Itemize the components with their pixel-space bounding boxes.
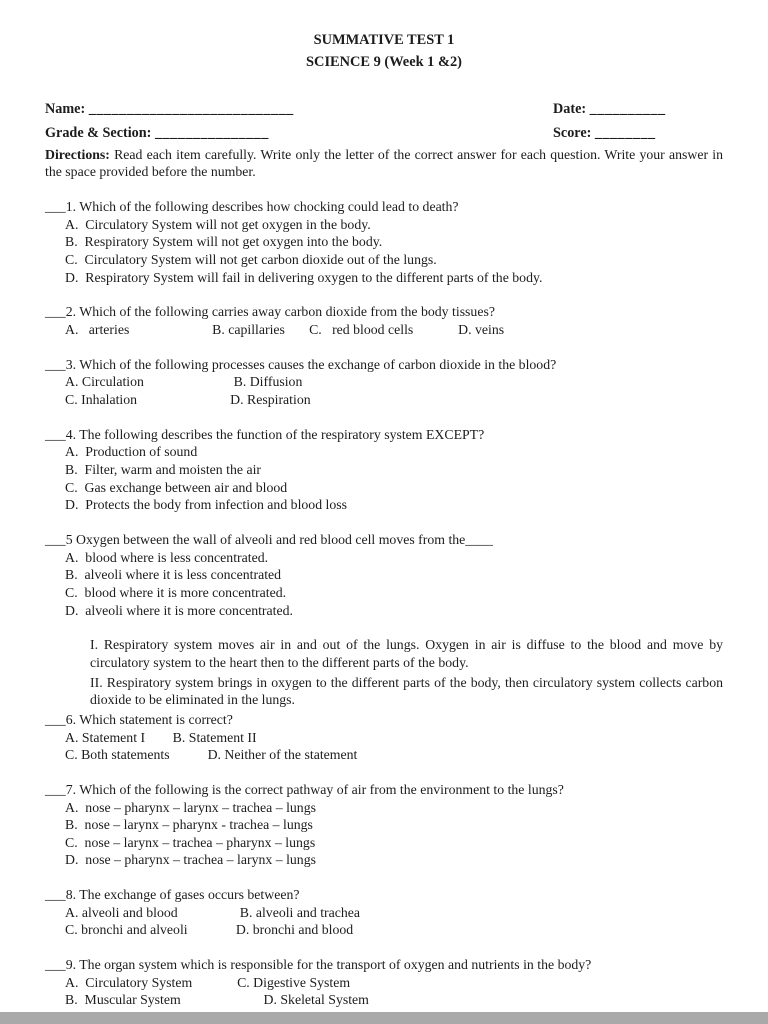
question-3 xyxy=(45,356,723,409)
option-row: B. Filter, warm and moisten the air xyxy=(65,462,262,477)
statement-paragraph: I. Respiratory system moves air in and out of the lungs. Oxygen in air is diffuse to the blood and move by circulatory system to the heart then to the different parts of the body. xyxy=(90,637,723,670)
name-label: Name: xyxy=(45,101,86,118)
option-row: D. alveoli where it is more concentrated. xyxy=(65,602,293,618)
question-2 xyxy=(45,303,723,338)
option-row: A. Circulatory System C. Digestive System xyxy=(65,974,351,990)
option-row: C. bronchi and alveoli D. bronchi and blood xyxy=(65,922,354,938)
directions-label: Directions: xyxy=(45,146,110,162)
question-8 xyxy=(45,886,723,939)
question-7 xyxy=(45,781,723,869)
option-row: B. alveoli where it is less concentrated xyxy=(65,567,282,583)
option-row: B. Respiratory System will not get oxygen into the body. xyxy=(65,234,383,250)
option-row: D. Protects the body from infection and blood loss xyxy=(65,497,348,513)
option-row: A. blood where is less concentrated. xyxy=(65,549,269,565)
option-row: A. nose – pharynx – larynx – trachea – lungs xyxy=(65,799,316,815)
option-row: A. Circulation B. Diffusion xyxy=(65,374,303,390)
option-row: D. Respiratory System will fail in delivering oxygen to the different parts of the body. xyxy=(65,269,543,285)
question-text: ___6. Which statement is correct? xyxy=(45,711,233,727)
question-text: ___5 Oxygen between the wall of alveoli and red blood cell moves from the____ xyxy=(45,531,493,547)
question-text: ___3. Which of the following processes causes the exchange of carbon dioxide in the blood? xyxy=(45,356,557,372)
date-field xyxy=(553,99,723,120)
score-blank-line: ________ xyxy=(594,124,656,141)
question-6 xyxy=(45,636,723,764)
date-label: Date: xyxy=(553,101,587,118)
statement-paragraph: II. Respiratory system brings in oxygen to the different parts of the body, then circulatory system collects carbon dioxide to be eliminated in the lungs. xyxy=(90,674,723,708)
question-5 xyxy=(45,531,723,619)
name-blank-line: ___________________________ xyxy=(88,101,294,118)
question-1 xyxy=(45,198,723,286)
name-field xyxy=(45,99,553,120)
option-row: C. nose – larynx – trachea – pharynx – lungs xyxy=(65,834,316,850)
option-row: C. Gas exchange between air and blood xyxy=(65,479,288,495)
option-row: B. Muscular System D. Skeletal System xyxy=(65,992,369,1008)
document-header xyxy=(45,30,723,73)
option-row: D. nose – pharynx – trachea – larynx – lungs xyxy=(65,852,316,868)
option-row: A. alveoli and blood B. alveoli and trachea xyxy=(65,904,361,920)
option-row: C. blood where it is more concentrated. xyxy=(65,584,287,600)
grade-section-field xyxy=(45,123,553,144)
question-text: ___2. Which of the following carries away carbon dioxide from the body tissues? xyxy=(45,304,495,320)
document-subtitle: SCIENCE 9 (Week 1 &2) xyxy=(306,53,462,70)
question-text: ___4. The following describes the function of the respiratory system EXCEPT? xyxy=(45,426,485,442)
grade-section-label: Grade & Section: xyxy=(45,124,152,141)
option-row: A. Statement I B. Statement II xyxy=(65,729,257,745)
option-row: A. Circulatory System will not get oxygen in the body. xyxy=(65,216,371,232)
score-label: Score: xyxy=(553,124,592,141)
name-date-row xyxy=(45,99,723,120)
questions-container xyxy=(45,198,723,1009)
option-row: A. arteries B. capillaries C. red blood cells D. veins xyxy=(65,322,505,338)
directions-text: Read each item carefully. Write only the letter of the correct answer for each question. Write your answer in the space provided before the number. xyxy=(45,146,723,180)
score-field xyxy=(553,123,723,144)
question-9 xyxy=(45,956,723,1009)
question-text: ___8. The exchange of gases occurs between? xyxy=(45,887,300,903)
grade-blank-line: _______________ xyxy=(154,124,269,141)
question-4 xyxy=(45,426,723,514)
option-row: C. Both statements D. Neither of the statement xyxy=(65,747,358,763)
date-blank-line: __________ xyxy=(589,101,666,118)
option-row: C. Inhalation D. Respiration xyxy=(65,392,311,408)
question-text: ___1. Which of the following describes how chocking could lead to death? xyxy=(45,199,459,215)
question-text: ___7. Which of the following is the correct pathway of air from the environment to the lungs? xyxy=(45,781,564,797)
question-text: ___9. The organ system which is responsible for the transport of oxygen and nutrients in the body? xyxy=(45,957,592,973)
option-row: B. nose – larynx – pharynx - trachea – lungs xyxy=(65,817,313,833)
directions-paragraph xyxy=(45,146,723,181)
grade-score-row xyxy=(45,123,723,144)
option-row: C. Circulatory System will not get carbon dioxide out of the lungs. xyxy=(65,252,437,268)
option-row: A. Production of sound xyxy=(65,444,198,460)
document-title: SUMMATIVE TEST 1 xyxy=(313,32,455,48)
